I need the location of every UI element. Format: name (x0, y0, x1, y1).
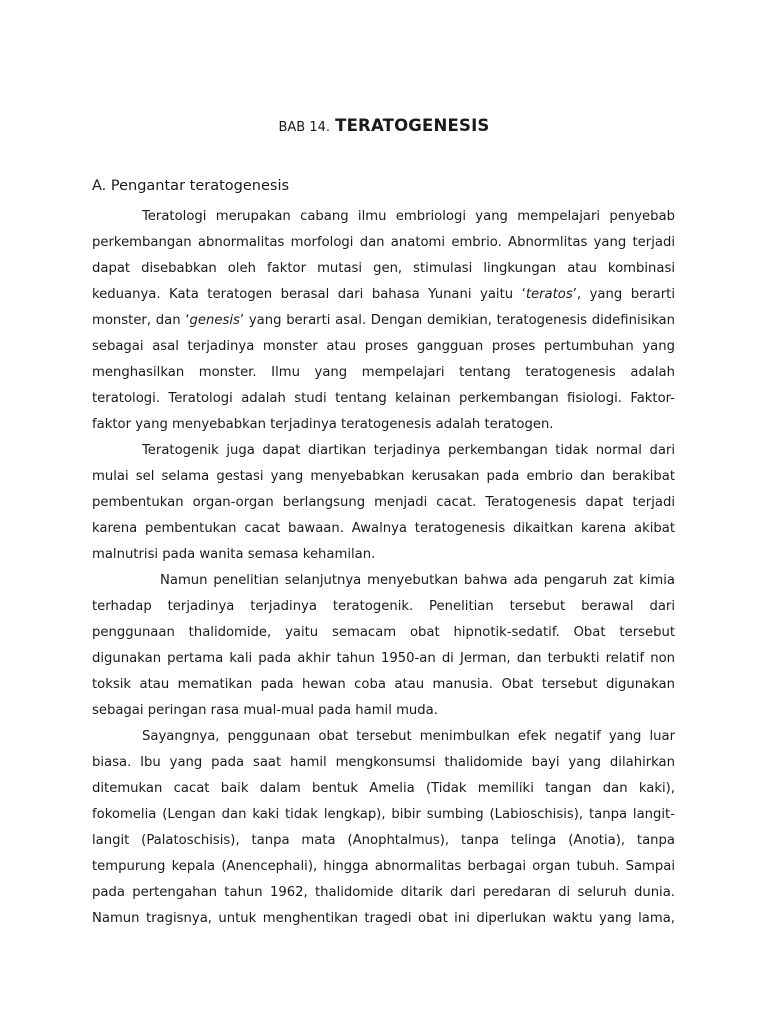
paragraph-2-line-3: pembentukan organ-organ berlangsung menjadi cacat. Teratogenesis dapat terjadi (92, 495, 675, 510)
paragraph-1-line-2: perkembangan abnormalitas morfologi dan anatomi embrio. Abnormlitas yang terjadi (92, 235, 675, 250)
paragraph-3-line-3: penggunaan thalidomide, yaitu semacam obat hipnotik-sedatif. Obat tersebut (92, 625, 675, 640)
chapter-title (0, 116, 768, 135)
p1-l4-after: ’, yang berarti (572, 287, 675, 302)
paragraph-3-line-1: Namun penelitian selanjutnya menyebutkan bahwa ada pengaruh zat kimia (160, 573, 675, 588)
paragraph-4-line-3: ditemukan cacat baik dalam bentuk Amelia (Tidak memiliki tangan dan kaki), (92, 781, 675, 796)
paragraph-4-line-7: pada pertengahan tahun 1962, thalidomide ditarik dari peredaran di seluruh dunia. (92, 885, 675, 900)
section-heading: A. Pengantar teratogenesis (92, 178, 290, 194)
paragraph-4-line-5: langit (Palatoschisis), tanpa mata (Anophtalmus), tanpa telinga (Anotia), tanpa (92, 833, 675, 848)
paragraph-1-line-8: teratologi. Teratologi adalah studi tentang kelainan perkembangan fisiologi. Faktor- (92, 391, 675, 406)
p1-l5-italic-genesis: genesis (189, 313, 240, 328)
p1-l5-after: ’ yang berarti asal. Dengan demikian, teratogenesis didefinisikan (239, 313, 675, 328)
paragraph-1-line-3: dapat disebabkan oleh faktor mutasi gen, stimulasi lingkungan atau kombinasi (92, 261, 675, 276)
paragraph-1-line-4 (92, 282, 675, 308)
paragraph-1-line-7: menghasilkan monster. Ilmu yang mempelajari tentang teratogenesis adalah (92, 365, 675, 380)
chapter-prefix: BAB 14. (278, 120, 331, 135)
p1-l4-text: keduanya. Kata teratogen berasal dari bahasa Yunani yaitu ‘ (92, 287, 526, 302)
paragraph-3-line-4: digunakan pertama kali pada akhir tahun 1950-an di Jerman, dan terbukti relatif non (92, 651, 675, 666)
paragraph-1-line-1: Teratologi merupakan cabang ilmu embriologi yang mempelajari penyebab (142, 209, 675, 224)
paragraph-4-line-4: fokomelia (Lengan dan kaki tidak lengkap), bibir sumbing (Labioschisis), tanpa langit- (92, 807, 675, 822)
paragraph-2-line-1: Teratogenik juga dapat diartikan terjadinya perkembangan tidak normal dari (142, 443, 675, 458)
paragraph-4-line-2: biasa. Ibu yang pada saat hamil mengkonsumsi thalidomide bayi yang dilahirkan (92, 755, 675, 770)
paragraph-4-line-6: tempurung kepala (Anencephali), hingga abnormalitas berbagai organ tubuh. Sampai (92, 859, 675, 874)
paragraph-2-line-5: malnutrisi pada wanita semasa kehamilan. (92, 547, 376, 562)
paragraph-4-line-1: Sayangnya, penggunaan obat tersebut menimbulkan efek negatif yang luar (142, 729, 675, 744)
paragraph-3-line-5: toksik atau mematikan pada hewan coba atau manusia. Obat tersebut digunakan (92, 677, 675, 692)
paragraph-3-line-6: sebagai peringan rasa mual-mual pada hamil muda. (92, 703, 438, 718)
chapter-name: TERATOGENESIS (335, 116, 490, 135)
paragraph-2-line-2: mulai sel selama gestasi yang menyebabkan kerusakan pada embrio dan berakibat (92, 469, 675, 484)
paragraph-4-line-8: Namun tragisnya, untuk menghentikan tragedi obat ini diperlukan waktu yang lama, (92, 911, 675, 926)
body-text (92, 204, 675, 932)
paragraph-1-line-9: faktor yang menyebabkan terjadinya teratogenesis adalah teratogen. (92, 417, 554, 432)
p1-l5-before: monster, dan ‘ (92, 313, 190, 328)
paragraph-3-line-2: terhadap terjadinya terjadinya teratogenik. Penelitian tersebut berawal dari (92, 599, 675, 614)
paragraph-2-line-4: karena pembentukan cacat bawaan. Awalnya teratogenesis dikaitkan karena akibat (92, 521, 675, 536)
paragraph-1-line-6: sebagai asal terjadinya monster atau proses gangguan proses pertumbuhan yang (92, 339, 675, 354)
p1-l4-italic-teratos: teratos (525, 287, 573, 302)
paragraph-1-line-5 (92, 308, 675, 334)
